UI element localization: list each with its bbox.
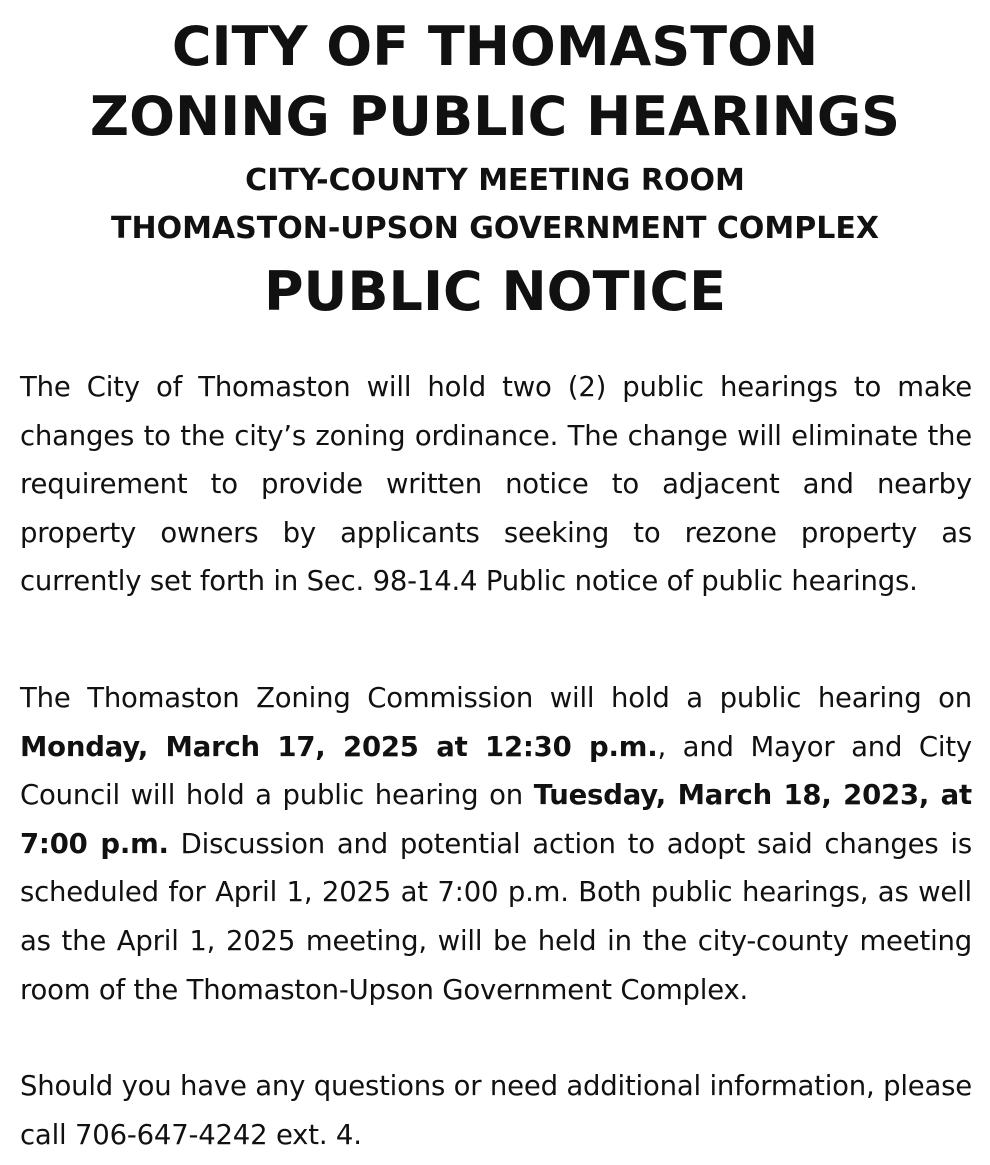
public-notice-heading: PUBLIC NOTICE — [263, 260, 727, 323]
schedule-text-part2: , and Mayor and City Council will hold a public hearing on — [20, 730, 972, 812]
notice-title-hearings: ZONING PUBLIC HEARINGS — [89, 85, 901, 148]
schedule-text-part3: Discussion and potential action to adopt said changes is scheduled for April 1, 2025 at 7:00 p.m. Both public hearings, as well as the April 1, 2025 meeting, will be held in the city-county meeting room of the Thomaston-Upson Government Complex. — [20, 827, 972, 1006]
hearing-purpose-text: The City of Thomaston will hold two (2) public hearings to make changes to the city’s zoning ordinance. The change will eliminate the requirement to provide written notice to adjacent and nearby property owners by applicants seeking to rezone property as currently set forth in Sec. 98-14.4 Public notice of public hearings. — [20, 371, 972, 598]
hearing-purpose-paragraph — [20, 363, 972, 606]
location-room: CITY-COUNTY MEETING ROOM — [245, 163, 745, 198]
notice-title-city: CITY OF THOMASTON — [171, 15, 819, 78]
city-council-date: Tuesday, March 18, 2023, at 7:00 p.m. — [20, 779, 972, 860]
zoning-commission-date: Monday, March 17, 2025 at 12:30 p.m. — [20, 730, 658, 763]
hearing-schedule-paragraph — [20, 674, 972, 1014]
location-complex: THOMASTON-UPSON GOVERNMENT COMPLEX — [111, 211, 879, 246]
contact-text: Should you have any questions or need additional information, please call 706-647-4242 ext. 4. — [20, 1070, 973, 1151]
schedule-text-part1: The Thomaston Zoning Commission will hold a public hearing on — [20, 682, 972, 714]
contact-paragraph — [20, 1062, 972, 1159]
